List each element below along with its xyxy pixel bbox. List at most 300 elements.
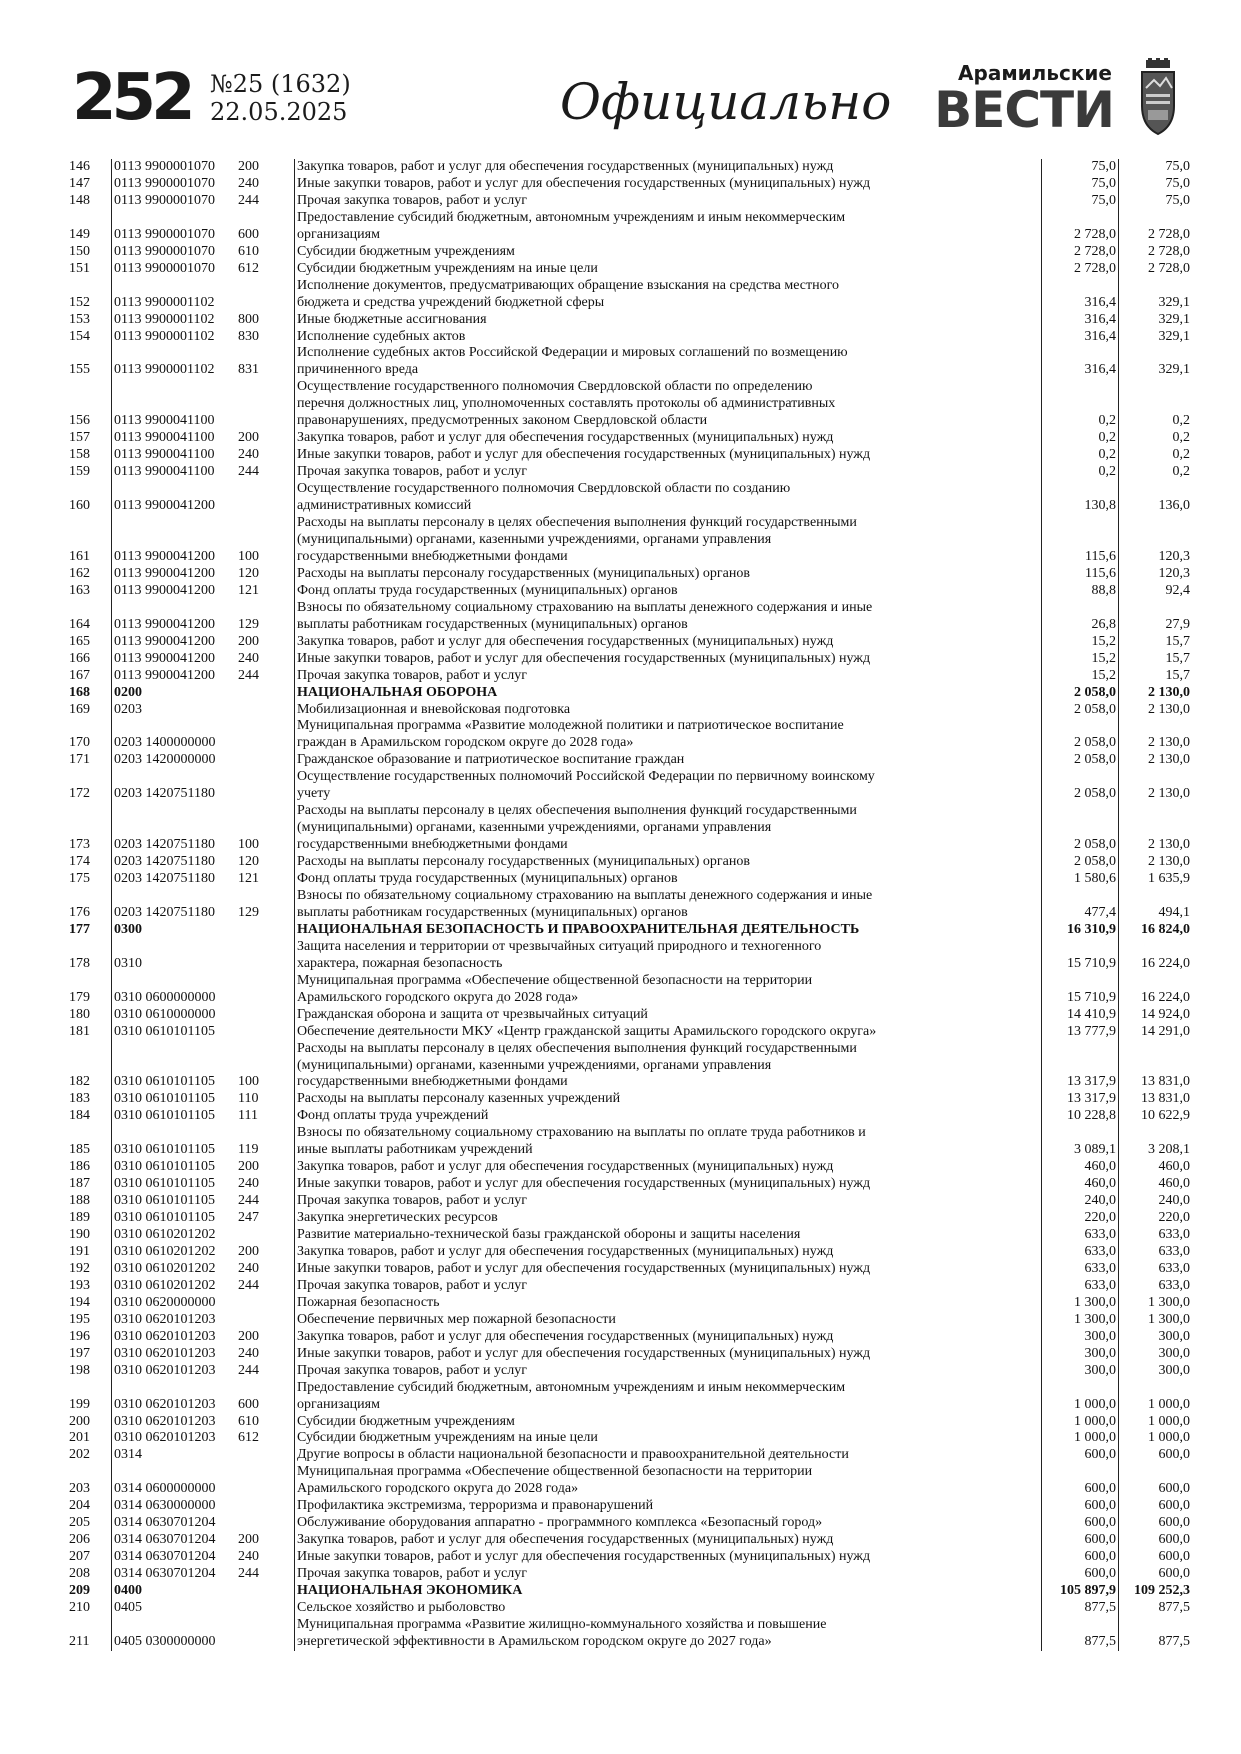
expense-name: Иные закупки товаров, работ и услуг для обеспечения государственных (муниципальных) нужд (295, 651, 1042, 668)
amount-year-1: 2 058,0 (1042, 752, 1119, 769)
table-row (67, 1414, 1192, 1431)
amount-year-1: 0,2 (1042, 379, 1119, 430)
amount-year-1: 300,0 (1042, 1346, 1119, 1363)
expense-name: Осуществление государственного полномочия Свердловской области по определению перечня должностных лиц, уполномоченных составлять протоколы об административных правонарушениях, предусмотренных законом Свердловской области (295, 379, 1042, 430)
expense-type-code: 244 (238, 1362, 259, 1378)
table-row (67, 176, 1192, 193)
issue-date: 22.05.2025 (210, 98, 348, 126)
classification-code: 0113 9900001070 (114, 260, 215, 276)
amount-year-2: 2 130,0 (1119, 752, 1193, 769)
classification-code: 0310 (114, 955, 142, 971)
row-number: 177 (69, 921, 90, 937)
amount-year-1: 0,2 (1042, 447, 1119, 464)
table-row (67, 1464, 1192, 1498)
amount-year-1: 1 000,0 (1042, 1414, 1119, 1431)
expense-name: Фонд оплаты труда учреждений (295, 1108, 1042, 1125)
expense-name: Муниципальная программа «Обеспечение общественной безопасности на территории Арамильского городского округа до 2028 года» (295, 1464, 1042, 1498)
budget-code (112, 1532, 295, 1549)
amount-year-1: 75,0 (1042, 159, 1119, 176)
classification-code: 0203 1420000000 (114, 752, 216, 768)
expense-name: Расходы на выплаты персоналу казенных учреждений (295, 1091, 1042, 1108)
row-number: 202 (69, 1447, 90, 1463)
expense-type-code: 100 (238, 837, 259, 853)
classification-code: 0113 9900041200 (114, 667, 215, 683)
amount-year-2: 2 728,0 (1119, 261, 1193, 278)
row-number: 183 (69, 1091, 90, 1107)
amount-year-2: 0,2 (1119, 447, 1193, 464)
expense-name: Прочая закупка товаров, работ и услуг (295, 1193, 1042, 1210)
expense-type-code: 200 (238, 1532, 259, 1548)
logo-name-top: Арамильские (958, 61, 1112, 85)
amount-year-2: 300,0 (1119, 1346, 1193, 1363)
table-row (67, 1380, 1192, 1414)
amount-year-2: 300,0 (1119, 1329, 1193, 1346)
table-row (67, 1041, 1192, 1092)
budget-code (112, 1430, 295, 1447)
amount-year-1: 2 728,0 (1042, 261, 1119, 278)
amount-year-2: 10 622,9 (1119, 1108, 1193, 1125)
table-row (67, 1193, 1192, 1210)
expense-name: Закупка товаров, работ и услуг для обеспечения государственных (муниципальных) нужд (295, 430, 1042, 447)
amount-year-2: 2 130,0 (1119, 718, 1193, 752)
expense-name: Профилактика экстремизма, терроризма и правонарушений (295, 1498, 1042, 1515)
classification-code: 0310 0620101203 (114, 1413, 216, 1429)
budget-code (112, 481, 295, 515)
row-number: 168 (69, 684, 90, 700)
classification-code: 0113 9900001070 (114, 159, 215, 174)
expense-type-code: 240 (238, 1549, 259, 1565)
table-row (67, 871, 1192, 888)
amount-year-1: 14 410,9 (1042, 1007, 1119, 1024)
budget-code (112, 634, 295, 651)
expense-type-code: 120 (238, 854, 259, 870)
amount-year-1: 2 058,0 (1042, 702, 1119, 719)
expense-type-code: 612 (238, 1430, 259, 1446)
amount-year-1: 3 089,1 (1042, 1125, 1119, 1159)
expense-name: Иные закупки товаров, работ и услуг для обеспечения государственных (муниципальных) нужд (295, 176, 1042, 193)
row-number: 204 (69, 1498, 90, 1514)
row-number: 158 (69, 447, 90, 463)
expense-name: Мобилизационная и вневойсковая подготовка (295, 702, 1042, 719)
amount-year-1: 15,2 (1042, 668, 1119, 685)
table-row (67, 1329, 1192, 1346)
budget-code (112, 1007, 295, 1024)
budget-code (112, 1091, 295, 1108)
budget-code (112, 1210, 295, 1227)
amount-year-2: 1 000,0 (1119, 1414, 1193, 1431)
table-row (67, 159, 1192, 176)
classification-code: 0310 0620101203 (114, 1345, 216, 1361)
row-number: 147 (69, 175, 90, 191)
table-row (67, 1278, 1192, 1295)
amount-year-1: 2 058,0 (1042, 718, 1119, 752)
amount-year-2: 16 224,0 (1119, 939, 1193, 973)
expense-name: Закупка товаров, работ и услуг для обеспечения государственных (муниципальных) нужд (295, 1329, 1042, 1346)
expense-name: Расходы на выплаты персоналу государственных (муниципальных) органов (295, 854, 1042, 871)
expense-type-code: 240 (238, 1260, 259, 1276)
expense-name: Исполнение судебных актов (295, 329, 1042, 346)
table-row (67, 973, 1192, 1007)
budget-code (112, 1312, 295, 1329)
row-number: 161 (69, 548, 90, 564)
budget-code (112, 159, 295, 176)
table-row (67, 1430, 1192, 1447)
classification-code: 0113 9900001070 (114, 175, 215, 191)
row-number: 174 (69, 854, 90, 870)
budget-code (112, 1244, 295, 1261)
row-number: 170 (69, 735, 90, 751)
newspaper-logo (934, 61, 1114, 140)
row-number: 149 (69, 226, 90, 242)
budget-code (112, 1159, 295, 1176)
amount-year-1: 600,0 (1042, 1464, 1119, 1498)
budget-code (112, 1227, 295, 1244)
amount-year-2: 600,0 (1119, 1447, 1193, 1464)
classification-code: 0113 9900001070 (114, 243, 215, 259)
budget-code (112, 668, 295, 685)
amount-year-2: 877,5 (1119, 1617, 1193, 1651)
expense-name: Сельское хозяйство и рыболовство (295, 1600, 1042, 1617)
row-number: 166 (69, 650, 90, 666)
row-number: 200 (69, 1413, 90, 1429)
budget-code (112, 1329, 295, 1346)
row-number: 198 (69, 1362, 90, 1378)
table-row (67, 329, 1192, 346)
table-row (67, 1227, 1192, 1244)
amount-year-2: 15,7 (1119, 634, 1193, 651)
amount-year-1: 600,0 (1042, 1566, 1119, 1583)
classification-code: 0203 1400000000 (114, 735, 216, 751)
expense-type-code: 119 (238, 1142, 259, 1158)
expense-name: Предоставление субсидий бюджетным, автономным учреждениям и иным некоммерческим организациям (295, 210, 1042, 244)
table-row (67, 345, 1192, 379)
expense-type-code: 129 (238, 616, 259, 632)
section-title: Официально (560, 73, 892, 131)
amount-year-2: 600,0 (1119, 1566, 1193, 1583)
expense-name: Обеспечение деятельности МКУ «Центр гражданской защиты Арамильского городского округа» (295, 1024, 1042, 1041)
budget-code (112, 973, 295, 1007)
row-number: 152 (69, 294, 90, 310)
expense-type-code: 600 (238, 226, 259, 242)
budget-code (112, 583, 295, 600)
row-number: 193 (69, 1277, 90, 1293)
amount-year-2: 15,7 (1119, 668, 1193, 685)
expense-name: Расходы на выплаты персоналу в целях обеспечения выполнения функций государственными (муниципальными) органами, казенными учреждениями, органами управления государственными внебюджетными фондами (295, 515, 1042, 566)
classification-code: 0310 0610201202 (114, 1277, 216, 1293)
row-number: 148 (69, 192, 90, 208)
classification-code: 0113 9900041200 (114, 498, 215, 514)
expense-type-code: 800 (238, 311, 259, 327)
table-row (67, 481, 1192, 515)
classification-code: 0310 0620000000 (114, 1294, 216, 1310)
table-row (67, 1447, 1192, 1464)
expense-type-code: 200 (238, 1244, 259, 1259)
expense-type-code: 244 (238, 464, 259, 480)
amount-year-2: 600,0 (1119, 1498, 1193, 1515)
amount-year-1: 220,0 (1042, 1210, 1119, 1227)
classification-code: 0113 9900001070 (114, 226, 215, 242)
expense-name: НАЦИОНАЛЬНАЯ БЕЗОПАСНОСТЬ И ПРАВООХРАНИТЕЛЬНАЯ ДЕЯТЕЛЬНОСТЬ (295, 922, 1042, 939)
classification-code: 0314 0630701204 (114, 1515, 216, 1531)
amount-year-1: 600,0 (1042, 1515, 1119, 1532)
expense-name: Закупка товаров, работ и услуг для обеспечения государственных (муниципальных) нужд (295, 1159, 1042, 1176)
amount-year-1: 2 058,0 (1042, 685, 1119, 702)
classification-code: 0113 9900001102 (114, 294, 215, 310)
table-row (67, 1617, 1192, 1651)
amount-year-1: 15 710,9 (1042, 973, 1119, 1007)
amount-year-2: 16 824,0 (1119, 922, 1193, 939)
table-row (67, 244, 1192, 261)
expense-type-code: 200 (238, 633, 259, 649)
row-number: 172 (69, 786, 90, 802)
table-row (67, 1312, 1192, 1329)
row-number: 157 (69, 430, 90, 446)
classification-code: 0310 0610201202 (114, 1244, 216, 1259)
expense-name: Прочая закупка товаров, работ и услуг (295, 668, 1042, 685)
row-number: 173 (69, 837, 90, 853)
table-row (67, 939, 1192, 973)
classification-code: 0310 0620101203 (114, 1430, 216, 1446)
amount-year-1: 13 317,9 (1042, 1041, 1119, 1092)
expense-name: Субсидии бюджетным учреждениям (295, 1414, 1042, 1431)
budget-code (112, 1125, 295, 1159)
budget-code (112, 1549, 295, 1566)
amount-year-2: 0,2 (1119, 464, 1193, 481)
logo-name-main: ВЕСТИ (934, 81, 1114, 139)
table-row (67, 193, 1192, 210)
table-row (67, 1583, 1192, 1600)
amount-year-1: 1 580,6 (1042, 871, 1119, 888)
amount-year-2: 2 130,0 (1119, 854, 1193, 871)
amount-year-2: 633,0 (1119, 1261, 1193, 1278)
classification-code: 0113 9900041100 (114, 430, 215, 446)
row-number: 195 (69, 1311, 90, 1327)
amount-year-2: 2 728,0 (1119, 210, 1193, 244)
expense-name: Фонд оплаты труда государственных (муниципальных) органов (295, 583, 1042, 600)
amount-year-1: 15,2 (1042, 634, 1119, 651)
amount-year-1: 2 728,0 (1042, 244, 1119, 261)
expense-name: Исполнение судебных актов Российской Федерации и мировых соглашений по возмещению причиненного вреда (295, 345, 1042, 379)
expense-name: Осуществление государственных полномочий Российской Федерации по первичному воинскому учету (295, 769, 1042, 803)
amount-year-2: 27,9 (1119, 600, 1193, 634)
amount-year-1: 15,2 (1042, 651, 1119, 668)
classification-code: 0310 0610201202 (114, 1227, 216, 1243)
classification-code: 0405 (114, 1600, 142, 1616)
row-number: 150 (69, 243, 90, 259)
classification-code: 0203 (114, 701, 142, 717)
classification-code: 0310 0610101105 (114, 1108, 215, 1124)
budget-code (112, 1600, 295, 1617)
budget-code (112, 651, 295, 668)
classification-code: 0310 0610000000 (114, 1006, 216, 1022)
table-row (67, 922, 1192, 939)
amount-year-1: 2 058,0 (1042, 854, 1119, 871)
amount-year-2: 1 000,0 (1119, 1430, 1193, 1447)
table-row (67, 1363, 1192, 1380)
table-row (67, 1091, 1192, 1108)
table-row (67, 1210, 1192, 1227)
table-row (67, 261, 1192, 278)
classification-code: 0314 0630701204 (114, 1566, 216, 1582)
row-number: 178 (69, 955, 90, 971)
budget-code (112, 685, 295, 702)
expense-type-code: 110 (238, 1091, 259, 1107)
table-row (67, 1007, 1192, 1024)
amount-year-2: 1 300,0 (1119, 1295, 1193, 1312)
classification-code: 0310 0610101105 (114, 1023, 215, 1039)
table-row (67, 312, 1192, 329)
expense-name: Прочая закупка товаров, работ и услуг (295, 1363, 1042, 1380)
budget-code (112, 1278, 295, 1295)
row-number: 210 (69, 1600, 90, 1616)
row-number: 199 (69, 1396, 90, 1412)
table-row (67, 515, 1192, 566)
row-number: 159 (69, 464, 90, 480)
table-row (67, 1159, 1192, 1176)
amount-year-2: 633,0 (1119, 1244, 1193, 1261)
table-row (67, 888, 1192, 922)
budget-code (112, 1295, 295, 1312)
expense-name: Закупка товаров, работ и услуг для обеспечения государственных (муниципальных) нужд (295, 634, 1042, 651)
amount-year-2: 220,0 (1119, 1210, 1193, 1227)
row-number: 151 (69, 260, 90, 276)
amount-year-1: 0,2 (1042, 430, 1119, 447)
expense-type-code: 610 (238, 243, 259, 259)
amount-year-2: 2 728,0 (1119, 244, 1193, 261)
expense-name: Обеспечение первичных мер пожарной безопасности (295, 1312, 1042, 1329)
expense-type-code: 240 (238, 650, 259, 666)
row-number: 194 (69, 1294, 90, 1310)
amount-year-1: 13 777,9 (1042, 1024, 1119, 1041)
budget-code (112, 888, 295, 922)
expense-name: Гражданское образование и патриотическое воспитание граждан (295, 752, 1042, 769)
budget-code (112, 1176, 295, 1193)
budget-code (112, 312, 295, 329)
expense-name: Прочая закупка товаров, работ и услуг (295, 1278, 1042, 1295)
budget-code (112, 1617, 295, 1651)
table-row (67, 447, 1192, 464)
budget-code (112, 718, 295, 752)
expense-type-code: 830 (238, 328, 259, 344)
classification-code: 0310 0620101203 (114, 1396, 216, 1412)
expense-type-code: 121 (238, 582, 259, 598)
classification-code: 0314 (114, 1447, 142, 1463)
row-number: 189 (69, 1210, 90, 1226)
budget-code (112, 1041, 295, 1092)
row-number: 146 (69, 159, 90, 174)
row-number: 185 (69, 1142, 90, 1158)
expense-name: Пожарная безопасность (295, 1295, 1042, 1312)
expense-type-code: 244 (238, 1193, 259, 1209)
amount-year-1: 75,0 (1042, 176, 1119, 193)
amount-year-2: 1 635,9 (1119, 871, 1193, 888)
amount-year-2: 2 130,0 (1119, 702, 1193, 719)
row-number: 211 (69, 1633, 90, 1649)
budget-code (112, 871, 295, 888)
budget-code (112, 1024, 295, 1041)
expense-type-code: 240 (238, 1345, 259, 1361)
amount-year-1: 477,4 (1042, 888, 1119, 922)
table-row (67, 718, 1192, 752)
expense-name: Защита населения и территории от чрезвычайных ситуаций природного и техногенного характера, пожарная безопасность (295, 939, 1042, 973)
budget-code (112, 752, 295, 769)
budget-code (112, 515, 295, 566)
expense-name: Расходы на выплаты персоналу государственных (муниципальных) органов (295, 566, 1042, 583)
table-row (67, 210, 1192, 244)
table-row (67, 1515, 1192, 1532)
amount-year-1: 2 058,0 (1042, 803, 1119, 854)
expense-name: Иные бюджетные ассигнования (295, 312, 1042, 329)
row-number: 192 (69, 1260, 90, 1276)
amount-year-1: 633,0 (1042, 1227, 1119, 1244)
classification-code: 0203 1420751180 (114, 837, 215, 853)
classification-code: 0310 0620101203 (114, 1362, 216, 1378)
amount-year-1: 240,0 (1042, 1193, 1119, 1210)
expense-name: Субсидии бюджетным учреждениям на иные цели (295, 261, 1042, 278)
amount-year-2: 329,1 (1119, 345, 1193, 379)
classification-code: 0203 1420751180 (114, 786, 215, 802)
amount-year-1: 130,8 (1042, 481, 1119, 515)
expense-name: Субсидии бюджетным учреждениям на иные цели (295, 1430, 1042, 1447)
amount-year-1: 13 317,9 (1042, 1091, 1119, 1108)
expense-name: Субсидии бюджетным учреждениям (295, 244, 1042, 261)
budget-code (112, 1566, 295, 1583)
expense-type-code: 831 (238, 362, 259, 378)
row-number: 182 (69, 1074, 90, 1090)
table-row (67, 600, 1192, 634)
classification-code: 0314 0630701204 (114, 1532, 216, 1548)
amount-year-1: 300,0 (1042, 1363, 1119, 1380)
table-row (67, 1295, 1192, 1312)
classification-code: 0203 1420751180 (114, 871, 215, 887)
classification-code: 0310 0600000000 (114, 989, 216, 1005)
expense-name: Предоставление субсидий бюджетным, автономным учреждениям и иным некоммерческим организациям (295, 1380, 1042, 1414)
expense-type-code: 244 (238, 1277, 259, 1293)
expense-type-code: 129 (238, 904, 259, 920)
table-row (67, 1108, 1192, 1125)
row-number: 163 (69, 582, 90, 598)
expense-name: Иные закупки товаров, работ и услуг для обеспечения государственных (муниципальных) нужд (295, 1346, 1042, 1363)
classification-code: 0113 9900001102 (114, 328, 215, 344)
row-number: 165 (69, 633, 90, 649)
row-number: 169 (69, 701, 90, 717)
budget-code (112, 1464, 295, 1498)
amount-year-2: 3 208,1 (1119, 1125, 1193, 1159)
table-row (67, 1346, 1192, 1363)
amount-year-2: 136,0 (1119, 481, 1193, 515)
classification-code: 0113 9900041200 (114, 565, 215, 581)
amount-year-2: 16 224,0 (1119, 973, 1193, 1007)
amount-year-2: 240,0 (1119, 1193, 1193, 1210)
budget-code (112, 1583, 295, 1600)
expense-type-code: 240 (238, 175, 259, 191)
expense-type-code: 244 (238, 667, 259, 683)
expense-name: Иные закупки товаров, работ и услуг для обеспечения государственных (муниципальных) нужд (295, 1549, 1042, 1566)
row-number: 164 (69, 616, 90, 632)
classification-code: 0113 9900041200 (114, 650, 215, 666)
classification-code: 0300 (114, 921, 142, 937)
budget-code (112, 769, 295, 803)
classification-code: 0314 0600000000 (114, 1481, 216, 1497)
coat-of-arms-icon (1136, 58, 1180, 136)
budget-code (112, 1261, 295, 1278)
amount-year-1: 0,2 (1042, 464, 1119, 481)
amount-year-2: 2 130,0 (1119, 769, 1193, 803)
table-row (67, 702, 1192, 719)
budget-code (112, 803, 295, 854)
expense-name: Муниципальная программа «Развитие молодежной политики и патриотическое воспитание граждан в Арамильском городском округе до 2028 года» (295, 718, 1042, 752)
row-number: 180 (69, 1006, 90, 1022)
